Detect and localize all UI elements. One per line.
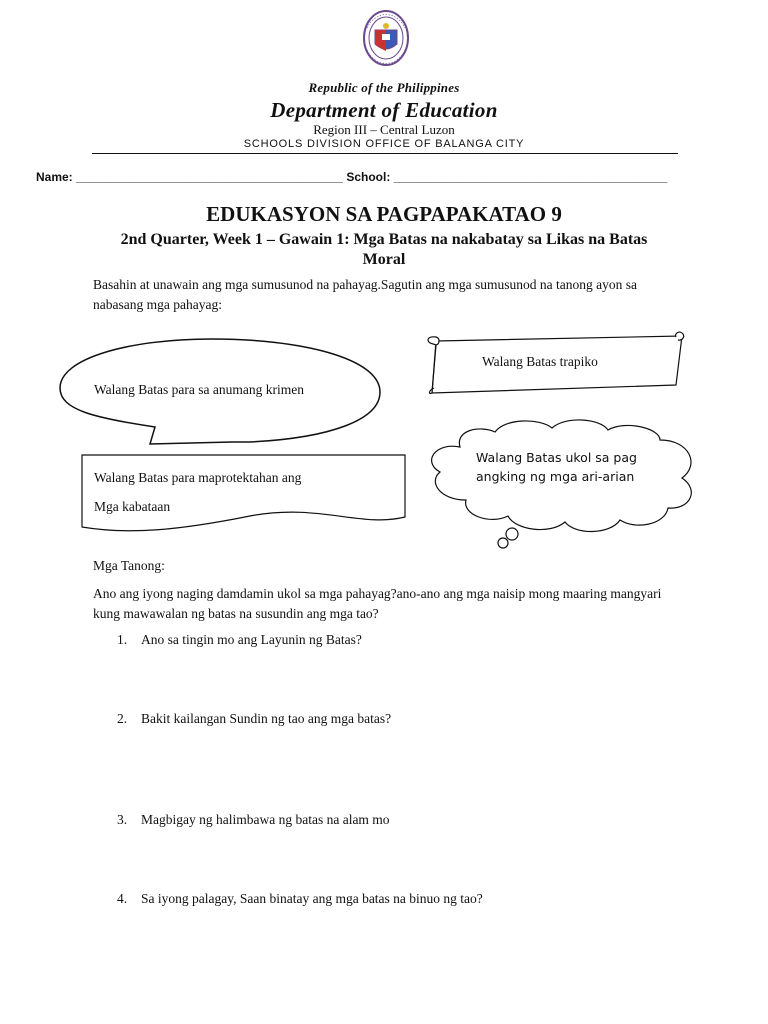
page-title: EDUKASYON SA PAGPAPAKATAO 9 — [206, 202, 562, 226]
department-heading: Department of Education — [270, 98, 498, 122]
question-number: 1. — [117, 632, 128, 647]
question-item — [117, 812, 390, 828]
question-item — [117, 891, 483, 907]
name-blank[interactable]: ________________________________________ — [76, 170, 343, 184]
scroll-text: Walang Batas trapiko — [482, 354, 598, 369]
name-label: Name: — [36, 170, 73, 184]
question-item — [117, 711, 391, 727]
page-subtitle: 2nd Quarter, Week 1 – Gawain 1: Mga Batas na nakabatay sa Likas na Batas Moral — [120, 231, 648, 268]
republic-heading: Republic of the Philippines — [308, 80, 460, 95]
division-heading: SCHOOLS DIVISION OFFICE OF BALANGA CITY — [243, 138, 525, 150]
cloud-text: Walang Batas ukol sa pag angking ng mga ari-arian — [476, 450, 637, 484]
questions-heading: Mga Tanong: — [93, 558, 165, 573]
wave-banner-shape — [82, 455, 405, 531]
question-text: Magbigay ng halimbawa ng batas na alam mo — [141, 812, 390, 827]
question-item — [117, 632, 362, 648]
instructions: Basahin at unawain ang mga sumusunod na pahayag.Sagutin ang mga sumusunod na tanong ayon sa nabasang mga pahayag: — [93, 277, 638, 312]
region-heading: Region III – Central Luzon — [313, 122, 455, 137]
wave-text-line2: Mga kabataan — [94, 499, 171, 514]
question-text: Ano sa tingin mo ang Layunin ng Batas? — [141, 632, 362, 647]
oval-text: Walang Batas para sa anumang krimen — [94, 382, 304, 397]
question-text: Bakit kailangan Sundin ng tao ang mga batas? — [141, 711, 392, 726]
questions-intro: Ano ang iyong naging damdamin ukol sa mga pahayag?ano-ano ang mga naisip mong maaring mangyari kung mawawalan ng batas na susundin ang mga tao? — [93, 586, 662, 621]
question-number: 2. — [117, 711, 128, 726]
wave-text-line1: Walang Batas para maprotektahan ang — [94, 470, 302, 485]
school-label: School: — [346, 170, 391, 184]
question-number: 3. — [117, 812, 128, 827]
school-blank[interactable]: _________________________________________ — [393, 170, 668, 184]
question-text: Sa iyong palagay, Saan binatay ang mga batas na binuo ng tao? — [141, 891, 483, 906]
question-number: 4. — [117, 891, 128, 906]
